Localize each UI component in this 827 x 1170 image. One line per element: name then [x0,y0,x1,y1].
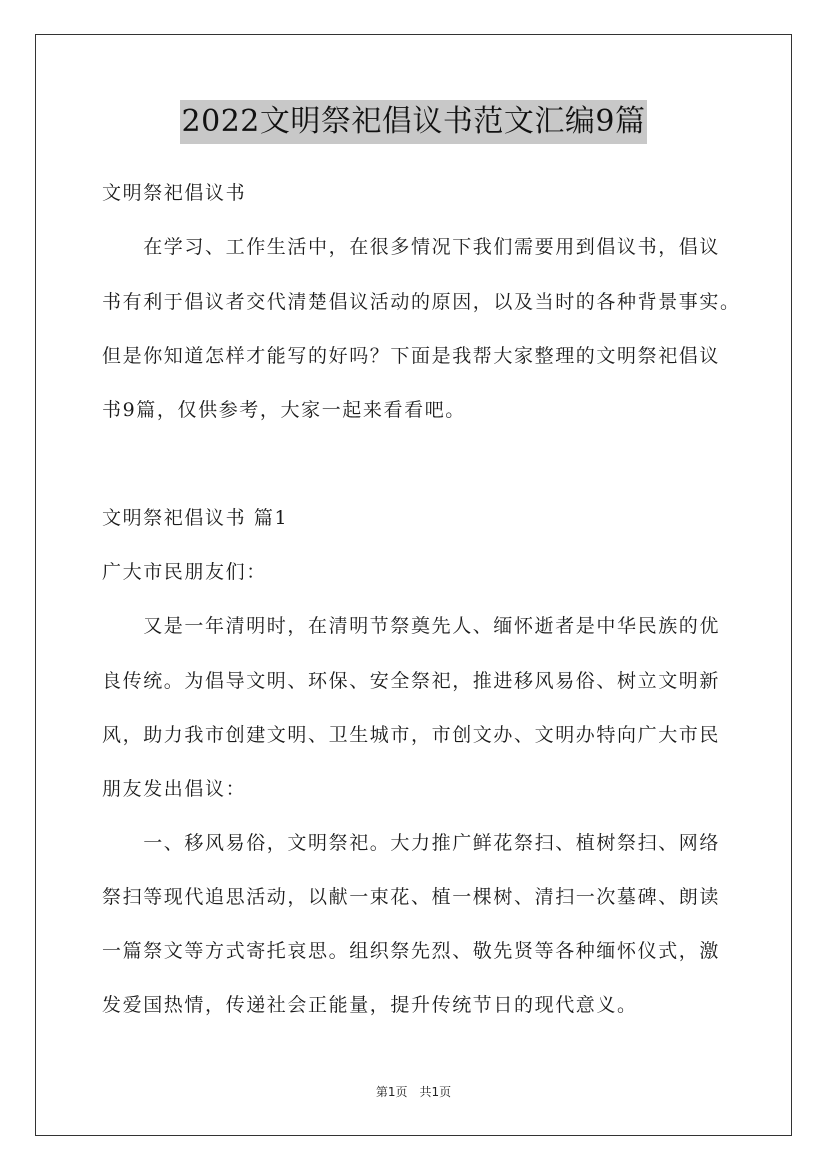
page-footer: 第1页 共1页 [375,1085,452,1099]
paragraph-line: 一篇祭文等方式寄托哀思。组织祭先烈、敬先贤等各种缅怀仪式，激 [102,940,721,962]
paragraph-line: 一、移风易俗，文明祭祀。大力推广鲜花祭扫、植树祭扫、网络 [102,832,721,854]
paragraph-line: 风，助力我市创建文明、卫生城市，市创文办、文明办特向广大市民 [102,724,721,746]
paragraph-line: 祭扫等现代追思活动，以献一束花、植一棵树、清扫一次墓碑、朗读 [102,886,721,908]
paragraph-line: 朋友发出倡议： [102,778,247,800]
paragraph-line: 良传统。为倡导文明、环保、安全祭祀，推进移风易俗、树立文明新 [102,670,721,692]
salutation: 广大市民朋友们： [102,561,267,583]
paragraph-line: 发爱国热情，传递社会正能量，提升传统节日的现代意义。 [102,994,638,1016]
paragraph-line: 又是一年清明时，在清明节祭奠先人、缅怀逝者是中华民族的优 [102,615,721,637]
intro-line: 在学习、工作生活中，在很多情况下我们需要用到倡议书，倡议 [102,236,721,258]
title-wrap [0,100,827,144]
section-heading: 文明祭祀倡议书 篇1 [102,507,289,529]
intro-line: 书有利于倡议者交代清楚倡议活动的原因，以及当时的各种背景事实。 [102,291,741,313]
intro-line: 书9篇，仅供参考，大家一起来看看吧。 [102,399,466,421]
document-title: 2022文明祭祀倡议书范文汇编9篇 [180,100,648,144]
intro-line: 但是你知道怎样才能写的好吗？下面是我帮大家整理的文明祭祀倡议 [102,345,721,367]
intro-heading: 文明祭祀倡议书 [102,182,247,204]
